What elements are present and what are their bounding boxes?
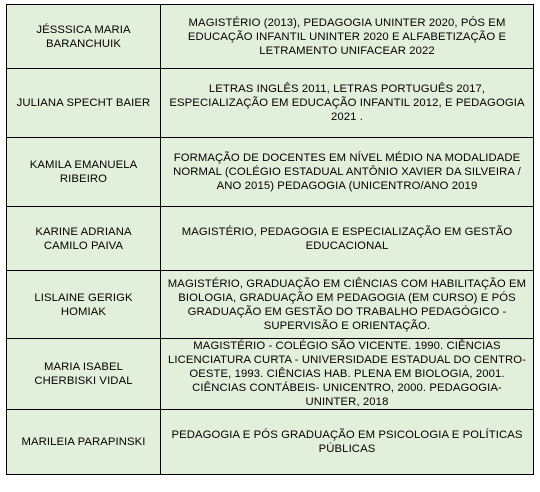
staff-name-cell: JULIANA SPECHT BAIER xyxy=(7,69,161,138)
table-row xyxy=(7,5,534,69)
staff-name-cell: MARILEIA PARAPINSKI xyxy=(7,410,161,475)
qualifications-cell: MAGISTÉRIO, GRADUAÇÃO EM CIÊNCIAS COM HABILITAÇÃO EM BIOLOGIA, GRADUAÇÃO EM PEDAGOGIA (EM CURSO) E PÓS GRADUAÇÃO EM GESTÃO DO TRABALHO PEDAGÓGICO - SUPERVISÃO E ORIENTAÇÃO. xyxy=(161,271,534,339)
staff-qualifications-table xyxy=(6,4,534,475)
qualifications-cell: LETRAS INGLÊS 2011, LETRAS PORTUGUÊS 2017, ESPECIALIZAÇÃO EM EDUCAÇÃO INFANTIL 2012, E PEDAGOGIA 2021 . xyxy=(161,69,534,138)
qualifications-cell: MAGISTÉRIO, PEDAGOGIA E ESPECIALIZAÇÃO EM GESTÃO EDUCACIONAL xyxy=(161,207,534,271)
staff-name-cell: KAMILA EMANUELA RIBEIRO xyxy=(7,138,161,207)
qualifications-cell: MAGISTÉRIO (2013), PEDAGOGIA UNINTER 2020, PÓS EM EDUCAÇÃO INFANTIL UNINTER 2020 E ALFABETIZAÇÃO E LETRAMENTO UNIFACEAR 2022 xyxy=(161,5,534,69)
qualifications-cell: PEDAGOGIA E PÓS GRADUAÇÃO EM PSICOLOGIA E POLÍTICAS PÚBLICAS xyxy=(161,410,534,475)
table-row xyxy=(7,69,534,138)
table-row xyxy=(7,207,534,271)
table-row xyxy=(7,410,534,475)
qualifications-cell: MAGISTÉRIO - COLÉGIO SÃO VICENTE. 1990. CIÊNCIAS LICENCIATURA CURTA - UNIVERSIDADE ESTADUAL DO CENTRO- OESTE, 1993. CIÊNCIAS HAB. PLENA EM BIOLOGIA, 2001. CIÊNCIAS CONTÁBEIS- UNICENTRO, 2000. PEDAGOGIA- UNINTER, 2018 xyxy=(161,339,534,410)
table-row xyxy=(7,271,534,339)
document-page xyxy=(6,4,534,475)
table-row xyxy=(7,138,534,207)
staff-name-cell: KARINE ADRIANA CAMILO PAIVA xyxy=(7,207,161,271)
qualifications-cell: FORMAÇÃO DE DOCENTES EM NÍVEL MÉDIO NA MODALIDADE NORMAL (COLÉGIO ESTADUAL ANTÔNIO XAVIER DA SILVEIRA / ANO 2015) PEDAGOGIA (UNICENTRO/ANO 2019 xyxy=(161,138,534,207)
table-row xyxy=(7,339,534,410)
staff-name-cell: MARIA ISABEL CHERBISKI VIDAL xyxy=(7,339,161,410)
staff-name-cell: LISLAINE GERIGK HOMIAK xyxy=(7,271,161,339)
staff-name-cell: JÉSSSICA MARIA BARANCHUIK xyxy=(7,5,161,69)
